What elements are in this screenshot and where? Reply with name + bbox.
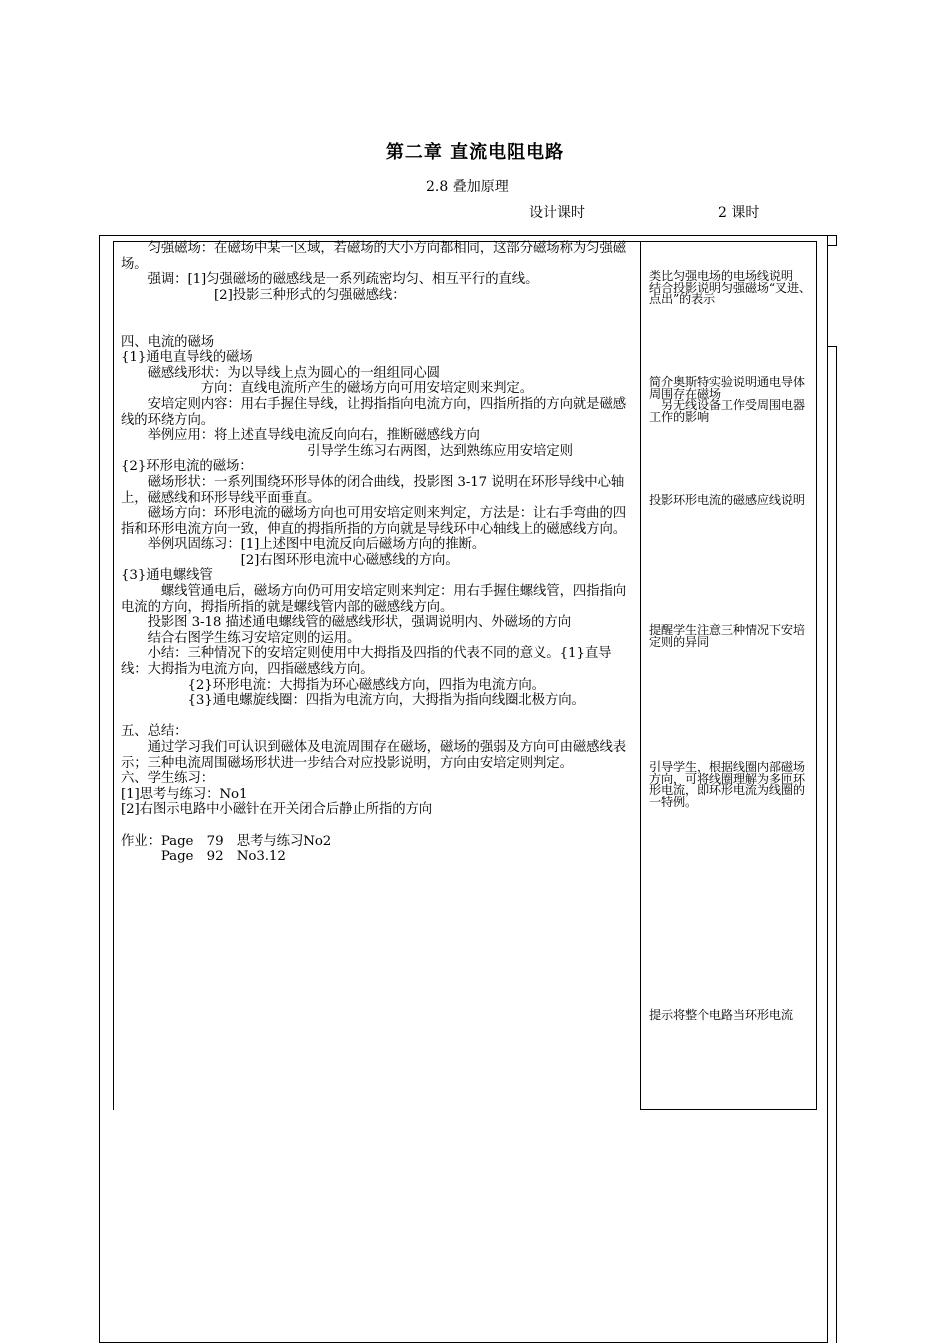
spacer [121, 303, 633, 319]
design-hours-label: 设计课时 [529, 205, 585, 221]
content-line: 强调：[1]匀强磁场的磁感线是一系列疏密均匀、相互平行的直线。 [121, 272, 539, 288]
side-note-text: 提醒学生注意三种情况下安培定则的异同 [649, 623, 805, 649]
content-line: 通过学习我们可认识到磁体及电流周围存在磁场，磁场的强弱及方向可由磁感线表示；三种电流周围磁场形状进一步结合对应投影说明，方向由安培定则判定。 [121, 740, 627, 771]
content-line: 磁场方向：环形电流的磁场方向也可用安培定则来判定，方法是：让右手弯曲的四指和环形电流方向一致，伸直的拇指所指的方向就是导线环中心轴线上的磁感线方向。 [121, 506, 627, 537]
content-line: [2]投影三种形式的匀强磁感线： [121, 287, 406, 303]
content-line: 结合右图学生练习安培定则的运用。 [121, 630, 361, 646]
notes-bottom-border [640, 1109, 817, 1110]
content-line: [2]右图示电路中小磁针在开关闭合后静止所指的方向 [121, 802, 433, 818]
content-line: 引导学生练习右两图，达到熟练应用安培定则 [121, 443, 573, 459]
hours-value: 2 课时 [718, 205, 760, 221]
side-note-text: 投影环形电流的磁感应线说明 [649, 493, 805, 507]
spacer [121, 319, 633, 335]
content-line: {2}环形电流：大拇指为环心磁感线方向，四指为电流方向。 [121, 677, 545, 693]
chapter-title: 第二章 直流电阻电路 [385, 142, 565, 163]
content-line: 磁感线形状：为以导线上点为圆心的一组组同心圆 [121, 365, 440, 381]
section-title: 2.8 叠加原理 [426, 179, 509, 195]
side-note-text: 类比匀强电场的电场线说明 [649, 269, 793, 283]
content-line: 磁场形状：一系列围绕环形导体的闭合曲线，投影图 3-17 说明在环形导线中心轴上，磁感线和环形导线平面垂直。 [121, 474, 625, 506]
homework-line: Page 92 No3.12 [121, 849, 286, 865]
side-note-text: 另无线设备工作受周围电器工作的影响 [649, 398, 805, 424]
side-note-text: 结合投影说明匀强磁场“叉进、点出”的表示 [649, 280, 811, 307]
side-note [649, 762, 813, 808]
side-note-text: 提示将整个电路当环形电流 [649, 1008, 793, 1022]
content-line: 方向：直线电流所产生的磁场方向可用安培定则来判定。 [121, 381, 534, 397]
side-note-text: 简介奥斯特实验说明通电导体周围存在磁场 [649, 375, 805, 401]
content-line: 螺线管通电后，磁场方向仍可用安培定则来判定：用右手握住螺线管，四指指向电流的方向，拇指所指的就是螺线管内部的磁感线方向。 [121, 584, 627, 615]
side-note-text: 引导学生，根据线圈内部磁场方向，可将线圈理解为多匝环形电流，即环形电流为线圈的一特例。 [649, 760, 805, 809]
section-heading: 四、电流的磁场 [121, 334, 215, 350]
content-line: 投影图 3-18 描述通电螺线管的磁感线形状，强调说明内、外磁场的方向 [121, 615, 572, 631]
section-heading: 五、总结： [121, 724, 188, 740]
side-note [649, 625, 813, 648]
spacer [121, 818, 633, 834]
outer-right-tick-mark [836, 235, 837, 246]
outer-left-border [99, 235, 100, 1343]
content-line: 举例应用：将上述直导线电流反向向右，推断磁感线方向 [121, 428, 480, 444]
side-note [649, 377, 813, 423]
inner-left-border [113, 241, 114, 1110]
content-line: {1}通电直导线的磁场 [121, 350, 253, 366]
section-heading: 六、学生练习： [121, 771, 215, 787]
homework-line: 作业：Page 79 思考与练习No2 [121, 833, 332, 849]
side-note [649, 1010, 813, 1022]
content-line: 安培定则内容：用右手握住导线，让拇指指向电流方向，四指所指的方向就是磁感线的环绕方向。 [121, 396, 627, 428]
side-note [649, 271, 813, 306]
content-line: 举例巩固练习：[1]上述图中电流反向后磁场方向的推断。 [121, 537, 486, 553]
content-line: {3}通电螺线管 [121, 568, 213, 584]
lesson-content [121, 241, 633, 865]
inner-right-border [816, 241, 817, 1110]
content-line: {2}环形电流的磁场： [121, 459, 253, 475]
spacer [121, 709, 633, 725]
content-line: 匀强磁场：在磁场中某一区域，若磁场的大小方向都相同，这部分磁场称为匀强磁场。 [121, 241, 627, 272]
outer-right-mid-stub [836, 346, 837, 1343]
side-note [649, 495, 813, 507]
outer-bottom-border [99, 1342, 828, 1343]
outer-right-border [827, 235, 828, 1343]
content-line: [2]右图环形电流中心磁感线的方向。 [121, 552, 459, 568]
column-divider [640, 241, 641, 1110]
content-line: {3}通电螺旋线圈：四指为电流方向，大拇指为指向线圈北极方向。 [121, 693, 585, 709]
content-line: [1]思考与练习：No1 [121, 786, 248, 802]
content-line: 小结：三种情况下的安培定则使用中大拇指及四指的代表不同的意义。{1}直导线：大拇指为电流方向，四指磁感线方向。 [121, 646, 612, 678]
outer-top-border [99, 235, 827, 236]
